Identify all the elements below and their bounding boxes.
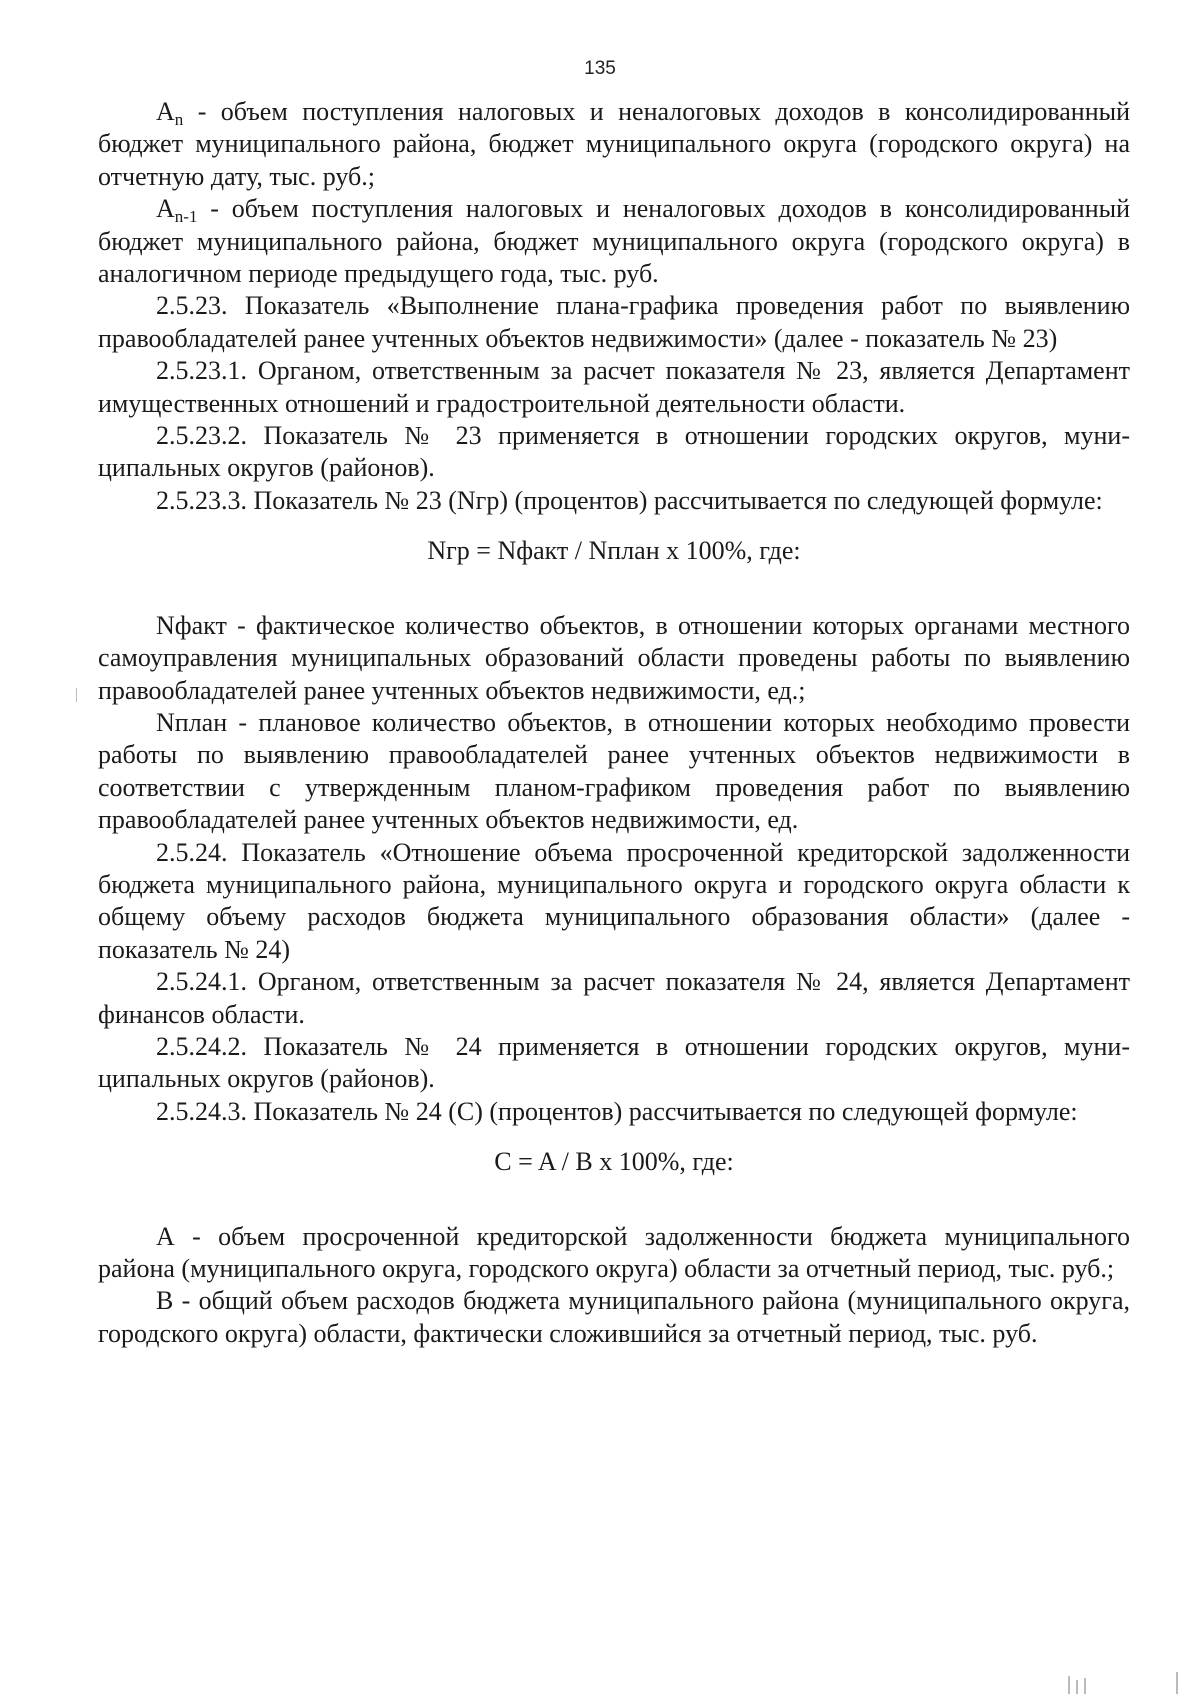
paragraph-2-5-24-3: 2.5.24.3. Показатель № 24 (С) (процентов) рассчитывается по следующей формуле: <box>156 1096 1078 1126</box>
paragraph-2-5-24: 2.5.24. Показатель «Отношение объема просроченной кредиторской задолженности бюджета муниципального района, муниципального округа и городского округа области к общему объему расходов бюджета муниципального образования области» (далее - показатель № 24) <box>98 837 1130 964</box>
symbol-a: A <box>156 97 175 126</box>
paragraph-2-5-23-2: 2.5.23.2. Показатель № 23 применяется в отношении городских округов, муниципальных округов (районов). <box>98 421 1130 483</box>
paragraph-an1-definition <box>98 193 1130 290</box>
paragraph-nfakt-definition: Nфакт - фактическое количество объектов, в отношении которых органами местного самоуправления муниципальных образований области проведены работы по выявлению правообладателей ранее учтенных объектов недвижимости, ед.; <box>98 610 1130 705</box>
paragraph-2-5-23-3: 2.5.23.3. Показатель № 23 (Nгр) (процентов) рассчитывается по следующей формуле: <box>156 485 1103 515</box>
paragraph-text: - объем поступления налоговых и неналоговых доходов в консолидированный бюджет муниципального района, бюджет муниципального округа (городского округа) на отчетную дату, тыс. руб.; <box>98 97 1130 191</box>
paragraph-2-5-23-1: 2.5.23.1. Органом, ответственным за расчет показателя № 23, является Департамент имущественных отношений и градостроительной деятельности области. <box>98 356 1130 418</box>
paragraph-nplan-definition: Nплан - плановое количество объектов, в отношении которых необходимо провести работы по выявлению правообладателей ранее учтенных объектов недвижимости в соответствии с утвержденным планом-графиком проведения работ по выявлению правообладателей ранее учтенных объектов недвижимости, ед. <box>98 707 1130 835</box>
paragraph-2-5-23: 2.5.23. Показатель «Выполнение плана-графика проведения работ по выявлению правообладателей ранее учтенных объектов недвижимости» (далее - показатель № 23) <box>98 291 1130 353</box>
paragraph-2-5-24-1: 2.5.24.1. Органом, ответственным за расчет показателя № 24, является Департамент финансов области. <box>98 967 1130 1029</box>
formula-ngr: Nгр = Nфакт / Nплан х 100%, где: <box>427 536 801 566</box>
page-number: 135 <box>584 58 616 79</box>
scan-artifact <box>1176 1672 1178 1694</box>
symbol-subscript: n <box>174 110 184 129</box>
scan-artifact <box>1084 1678 1086 1694</box>
scan-artifact <box>1068 1676 1070 1694</box>
symbol-a: A <box>156 194 175 224</box>
paragraph-a-definition: А - объем просроченной кредиторской задолженности бюджета муниципального района (муниципального округа, городского округа) области за отчетный период, тыс. руб.; <box>98 1221 1130 1283</box>
symbol-subscript: n-1 <box>174 207 198 227</box>
paragraph-b-definition: В - общий объем расходов бюджета муниципального района (муниципального округа, городского округа) области, фактически сложившийся за отчетный период, тыс. руб. <box>98 1286 1130 1348</box>
scan-artifact <box>1076 1680 1078 1694</box>
paragraph-an-definition <box>98 96 1130 193</box>
formula-c: C = A / B х 100%, где: <box>494 1147 734 1177</box>
scan-artifact <box>76 688 77 702</box>
paragraph-text: - объем поступления налоговых и неналоговых доходов в консолидированный бюджет муниципального района, бюджет муниципального округа (городского округа) в аналогичном периоде предыдущего года, тыс. руб. <box>98 194 1130 289</box>
paragraph-2-5-24-2: 2.5.24.2. Показатель № 24 применяется в отношении городских округов, муниципальных округов (районов). <box>98 1031 1130 1094</box>
document-body <box>98 96 1130 1350</box>
